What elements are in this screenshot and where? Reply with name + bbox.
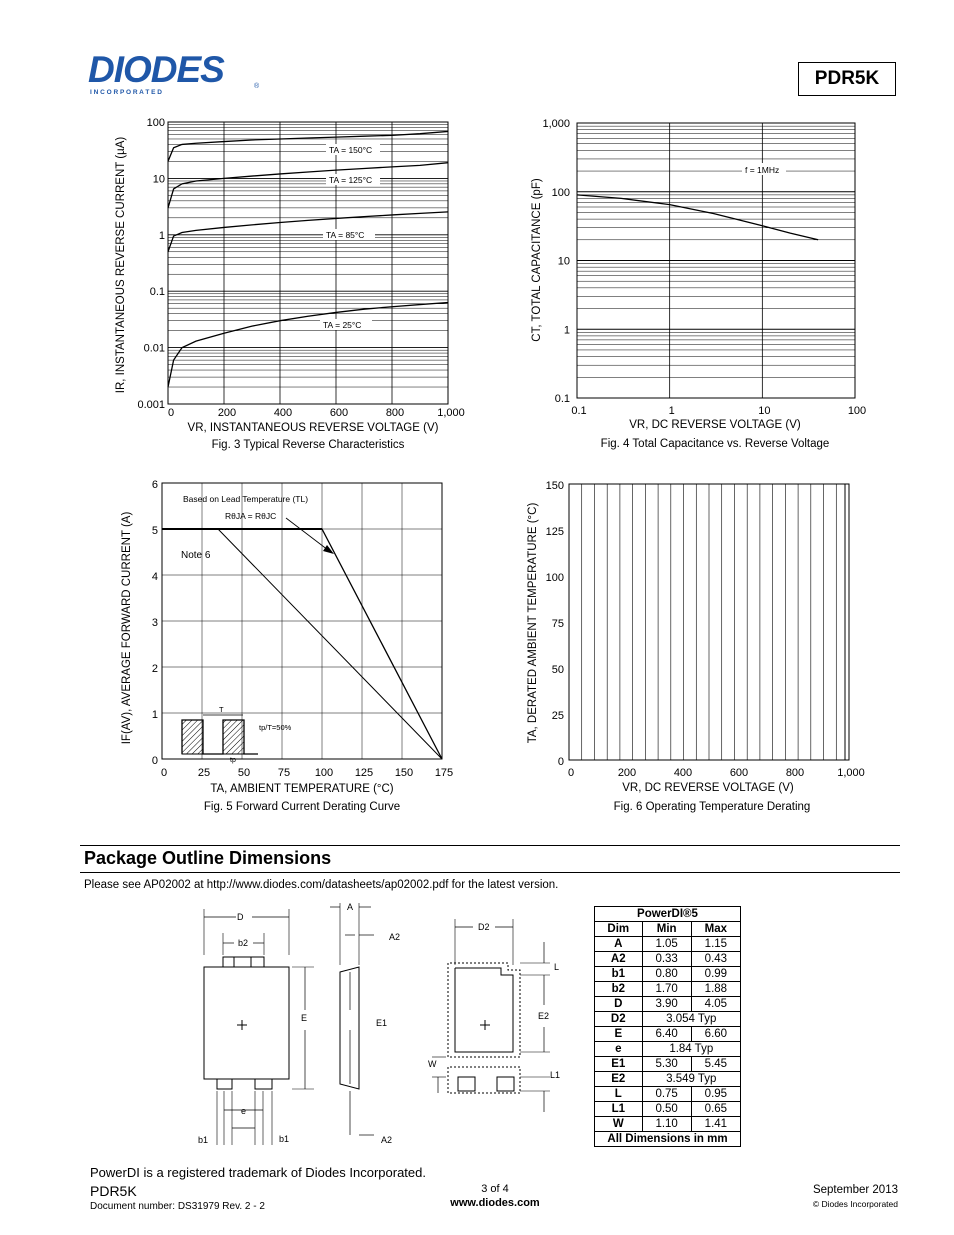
- fig5-grid: [162, 483, 442, 759]
- footer-page: 3 of 4: [481, 1183, 509, 1195]
- fig3-x-tick-label: 800: [385, 407, 405, 419]
- fig5-series-line: [162, 529, 442, 759]
- table-body: [595, 937, 741, 1132]
- cell-min: 1.70: [642, 982, 691, 997]
- package-drawing: [190, 895, 590, 1160]
- fig4-caption: Fig. 4 Total Capacitance vs. Reverse Voltage: [600, 438, 830, 450]
- fig3-frame: [168, 122, 448, 404]
- cell-dim: b2: [595, 982, 643, 997]
- dim-label-e: e: [241, 1106, 247, 1116]
- footer-part: PDR5K: [90, 1183, 137, 1199]
- fig3-curves: [168, 131, 448, 387]
- table-row: [595, 1012, 741, 1027]
- fig4-y-tick-label: 0.1: [554, 393, 570, 405]
- package-section-title: Package Outline Dimensions: [84, 848, 332, 868]
- cell-min: 6.40: [642, 1027, 691, 1042]
- table-row: [595, 937, 741, 952]
- fig5-x-tick-label: 25: [197, 767, 211, 779]
- fig3-xlabel: VR, INSTANTANEOUS REVERSE VOLTAGE (V): [187, 422, 439, 434]
- table-row: [595, 1117, 741, 1132]
- table-row: [595, 997, 741, 1012]
- col-dim: Dim: [595, 922, 643, 937]
- fig6-x-tick-label: 600: [729, 767, 749, 779]
- col-min: Min: [642, 922, 691, 937]
- table-row: [595, 1027, 741, 1042]
- fig3-curve-label-125: TA = 125°C: [329, 175, 373, 185]
- side-view-body: [340, 967, 359, 1089]
- fig3-caption: Fig. 3 Typical Reverse Characteristics: [211, 439, 405, 451]
- fig4-y-tick-label: 1,000: [542, 118, 570, 130]
- cell-dim: A: [595, 937, 643, 952]
- fig4-series-line: [577, 195, 818, 240]
- cell-max: 0.99: [691, 967, 740, 982]
- cell-dim: E1: [595, 1057, 643, 1072]
- cell-max: 1.15: [691, 937, 740, 952]
- fig4-xticks: [571, 405, 866, 417]
- registered-mark: ®: [254, 83, 260, 90]
- table-row: [595, 1087, 741, 1102]
- cell-max: 6.60: [691, 1027, 740, 1042]
- fig6-x-tick-label: 1,000: [837, 767, 865, 779]
- fig3-series-line: [168, 303, 448, 388]
- cell-dim: b1: [595, 967, 643, 982]
- table-row: [595, 1072, 741, 1087]
- fig5-y-tick-label: 3: [151, 617, 158, 629]
- fig4-y-tick-label: 100: [551, 186, 570, 199]
- package-note: Please see AP02002 at http://www.diodes.com/datasheets/ap02002.pdf for the latest version.: [84, 879, 559, 891]
- cell-typ: 3.054 Typ: [642, 1012, 740, 1027]
- fig3-y-tick-label: 1: [158, 229, 165, 242]
- fig3-yticks: [137, 117, 165, 411]
- cell-min: 0.80: [642, 967, 691, 982]
- section-rule-bottom: [80, 872, 900, 873]
- dim-label-b2: b2: [238, 938, 249, 948]
- cell-max: 1.88: [691, 982, 740, 997]
- fig4-chart: [520, 115, 880, 460]
- cell-max: 5.45: [691, 1057, 740, 1072]
- fig5-y-tick-label: 2: [151, 663, 158, 675]
- cell-dim: E2: [595, 1072, 643, 1087]
- table-row: [595, 1042, 741, 1057]
- col-max: Max: [691, 922, 740, 937]
- fig6-y-tick-label: 100: [545, 572, 564, 584]
- section-rule-top: [80, 845, 900, 846]
- fig3-grid: [168, 122, 448, 404]
- cell-dim: L: [595, 1087, 643, 1102]
- fig5-annot-t: T: [219, 705, 224, 714]
- cell-max: 4.05: [691, 997, 740, 1012]
- bottom-view-pad: [455, 968, 513, 1052]
- cell-max: 0.43: [691, 952, 740, 967]
- fig5-annot-r: RθJA = RθJC: [225, 511, 277, 521]
- fig6-y-tick-label: 25: [551, 710, 564, 722]
- fig3-series-line: [168, 163, 448, 208]
- cell-min: 1.05: [642, 937, 691, 952]
- fig5-arrow: [286, 518, 328, 550]
- fig6-yticks: [546, 480, 564, 768]
- cell-dim: L1: [595, 1102, 643, 1117]
- fig4-x-tick-label: 10: [758, 405, 771, 417]
- fig6-grid: [582, 484, 845, 760]
- cell-max: 0.95: [691, 1087, 740, 1102]
- fig5-annot-note: Note 6: [181, 550, 211, 561]
- fig3-x-tick-label: 600: [329, 407, 349, 419]
- fig6-y-tick-label: 125: [545, 526, 564, 538]
- fig5-x-tick-label: 175: [434, 767, 454, 779]
- fig4-xlabel: VR, DC REVERSE VOLTAGE (V): [629, 419, 801, 431]
- top-view-body: [204, 967, 289, 1079]
- footer-date: September 2013: [812, 1184, 898, 1196]
- fig6-y-tick-label: 75: [551, 618, 564, 630]
- fig5-y-tick-label: 4: [151, 571, 158, 583]
- fig3-curve-label-150: TA = 150°C: [329, 145, 373, 155]
- fig3-curve-label-85: TA = 85°C: [326, 230, 365, 240]
- fig6-x-tick-label: 200: [617, 767, 637, 779]
- fig5-y-tick-label: 6: [151, 479, 158, 491]
- table-row: [595, 1057, 741, 1072]
- logo-subtext: I N C O R P O R A T E D: [90, 89, 162, 96]
- cell-max: 1.41: [691, 1117, 740, 1132]
- fig5-x-tick-label: 100: [314, 767, 334, 779]
- cell-dim: D: [595, 997, 643, 1012]
- fig4-x-tick-label: 1: [668, 405, 675, 417]
- fig3-y-tick-label: 0.001: [137, 399, 165, 411]
- fig6-caption: Fig. 6 Operating Temperature Derating: [613, 801, 811, 813]
- cell-typ: 1.84 Typ: [642, 1042, 740, 1057]
- fig6-y-tick-label: 150: [545, 480, 564, 492]
- fig3-x-tick-label: 1,000: [437, 407, 465, 419]
- cell-typ: 3.549 Typ: [642, 1072, 740, 1087]
- fig5-x-tick-label: 50: [237, 767, 251, 779]
- fig5-y-tick-label: 1: [151, 709, 158, 721]
- fig5-pulse-inset: [182, 705, 292, 764]
- fig3-x-tick-label: 400: [273, 407, 293, 419]
- fig3-x-tick-label: 200: [217, 407, 237, 419]
- fig5-yticks: [152, 479, 158, 767]
- dim-label-b1-right: b1: [279, 1134, 290, 1144]
- fig5-series-line: [162, 529, 442, 759]
- cell-min: 0.75: [642, 1087, 691, 1102]
- dimension-table: [594, 906, 741, 1147]
- cell-min: 5.30: [642, 1057, 691, 1072]
- cell-dim: A2: [595, 952, 643, 967]
- table-row: [595, 967, 741, 982]
- table-title: PowerDI®5: [595, 907, 741, 922]
- fig6-chart: [520, 478, 880, 818]
- dim-label-L1: L1: [550, 1070, 561, 1080]
- dim-label-D2: D2: [478, 922, 490, 932]
- table-row: [595, 982, 741, 997]
- cell-min: 1.10: [642, 1117, 691, 1132]
- fig4-grid: [577, 123, 855, 398]
- cell-dim: W: [595, 1117, 643, 1132]
- fig5-annot-ratio: tp/T=50%: [259, 723, 292, 732]
- fig4-annotation: f = 1MHz: [745, 165, 780, 175]
- cell-min: 3.90: [642, 997, 691, 1012]
- dim-label-E1: E1: [376, 1018, 388, 1028]
- cell-min: 0.50: [642, 1102, 691, 1117]
- fig5-annot-tp: tp: [230, 757, 236, 764]
- fig6-x-tick-label: 0: [567, 767, 575, 779]
- trademark-note: PowerDI is a registered trademark of Diodes Incorporated.: [90, 1165, 426, 1180]
- dim-label-E: E: [301, 1013, 308, 1023]
- fig3-y-tick-label: 0.1: [149, 286, 165, 299]
- cell-dim: e: [595, 1042, 643, 1057]
- fig5-y-tick-label: 5: [151, 525, 158, 537]
- fig4-yticks: [542, 118, 570, 405]
- fig4-ylabel: CT, TOTAL CAPACITANCE (pF): [531, 178, 543, 342]
- fig5-x-tick-label: 75: [277, 767, 291, 779]
- fig5-annot-lead: Based on Lead Temperature (TL): [183, 494, 309, 504]
- fig3-curve-label-25: TA = 25°C: [323, 320, 362, 330]
- fig6-y-tick-label: 50: [551, 664, 564, 676]
- footer-docnum: Document number: DS31979 Rev. 2 - 2: [90, 1201, 265, 1212]
- footer-url[interactable]: www.diodes.com: [450, 1197, 540, 1209]
- dim-label-D: D: [237, 912, 244, 922]
- fig3-ylabel: IR, INSTANTANEOUS REVERSE CURRENT (µA): [115, 136, 127, 394]
- dim-label-A2-bottom: A2: [381, 1135, 393, 1145]
- fig3-chart: [100, 115, 470, 460]
- fig5-x-tick-label: 125: [354, 767, 374, 779]
- table-row: [595, 952, 741, 967]
- dim-label-L: L: [554, 962, 560, 972]
- table-row: [595, 1102, 741, 1117]
- table-footer: All Dimensions in mm: [595, 1132, 741, 1147]
- fig4-y-tick-label: 1: [563, 324, 570, 337]
- fig5-caption: Fig. 5 Forward Current Derating Curve: [203, 801, 401, 813]
- fig3-y-tick-label: 10: [152, 173, 165, 186]
- dim-label-E2: E2: [538, 1011, 550, 1021]
- cell-max: 0.65: [691, 1102, 740, 1117]
- fig5-chart: [100, 478, 470, 818]
- fig3-xticks: [168, 407, 465, 419]
- fig4-x-tick-label: 100: [847, 405, 867, 417]
- fig4-curves: [577, 195, 818, 240]
- cell-min: 0.33: [642, 952, 691, 967]
- fig5-x-tick-label: 150: [394, 767, 414, 779]
- part-number-box: PDR5K: [798, 62, 896, 96]
- dim-label-A: A: [347, 902, 354, 912]
- fig6-x-tick-label: 400: [673, 767, 693, 779]
- fig5-xticks: [161, 767, 453, 779]
- fig4-x-tick-label: 0.1: [571, 405, 587, 417]
- cell-dim: E: [595, 1027, 643, 1042]
- fig6-x-tick-label: 800: [785, 767, 805, 779]
- fig5-ylabel: IF(AV), AVERAGE FORWARD CURRENT (A): [121, 511, 133, 745]
- footer-copyright: © Diodes Incorporated: [812, 1199, 898, 1209]
- fig6-xticks: [568, 767, 865, 779]
- fig5-y-tick-label: 0: [151, 755, 158, 767]
- fig3-series-line: [168, 131, 448, 161]
- fig4-y-tick-label: 10: [557, 255, 570, 268]
- dim-label-W: W: [428, 1059, 437, 1069]
- fig6-xlabel: VR, DC REVERSE VOLTAGE (V): [622, 782, 794, 794]
- dim-label-b1-left: b1: [198, 1135, 209, 1145]
- diodes-logo: [88, 48, 263, 98]
- fig6-ylabel: TA, DERATED AMBIENT TEMPERATURE (°C): [527, 502, 539, 744]
- logo-text: DIODES: [88, 49, 224, 90]
- fig5-xlabel: TA, AMBIENT TEMPERATURE (°C): [210, 783, 394, 795]
- fig3-y-tick-label: 100: [146, 117, 165, 129]
- cell-dim: D2: [595, 1012, 643, 1027]
- fig6-y-tick-label: 0: [557, 756, 564, 768]
- fig3-x-tick-label: 0: [167, 407, 175, 419]
- fig3-y-tick-label: 0.01: [143, 342, 165, 355]
- fig5-x-tick-label: 0: [160, 767, 168, 779]
- dim-label-A2-top: A2: [389, 932, 401, 942]
